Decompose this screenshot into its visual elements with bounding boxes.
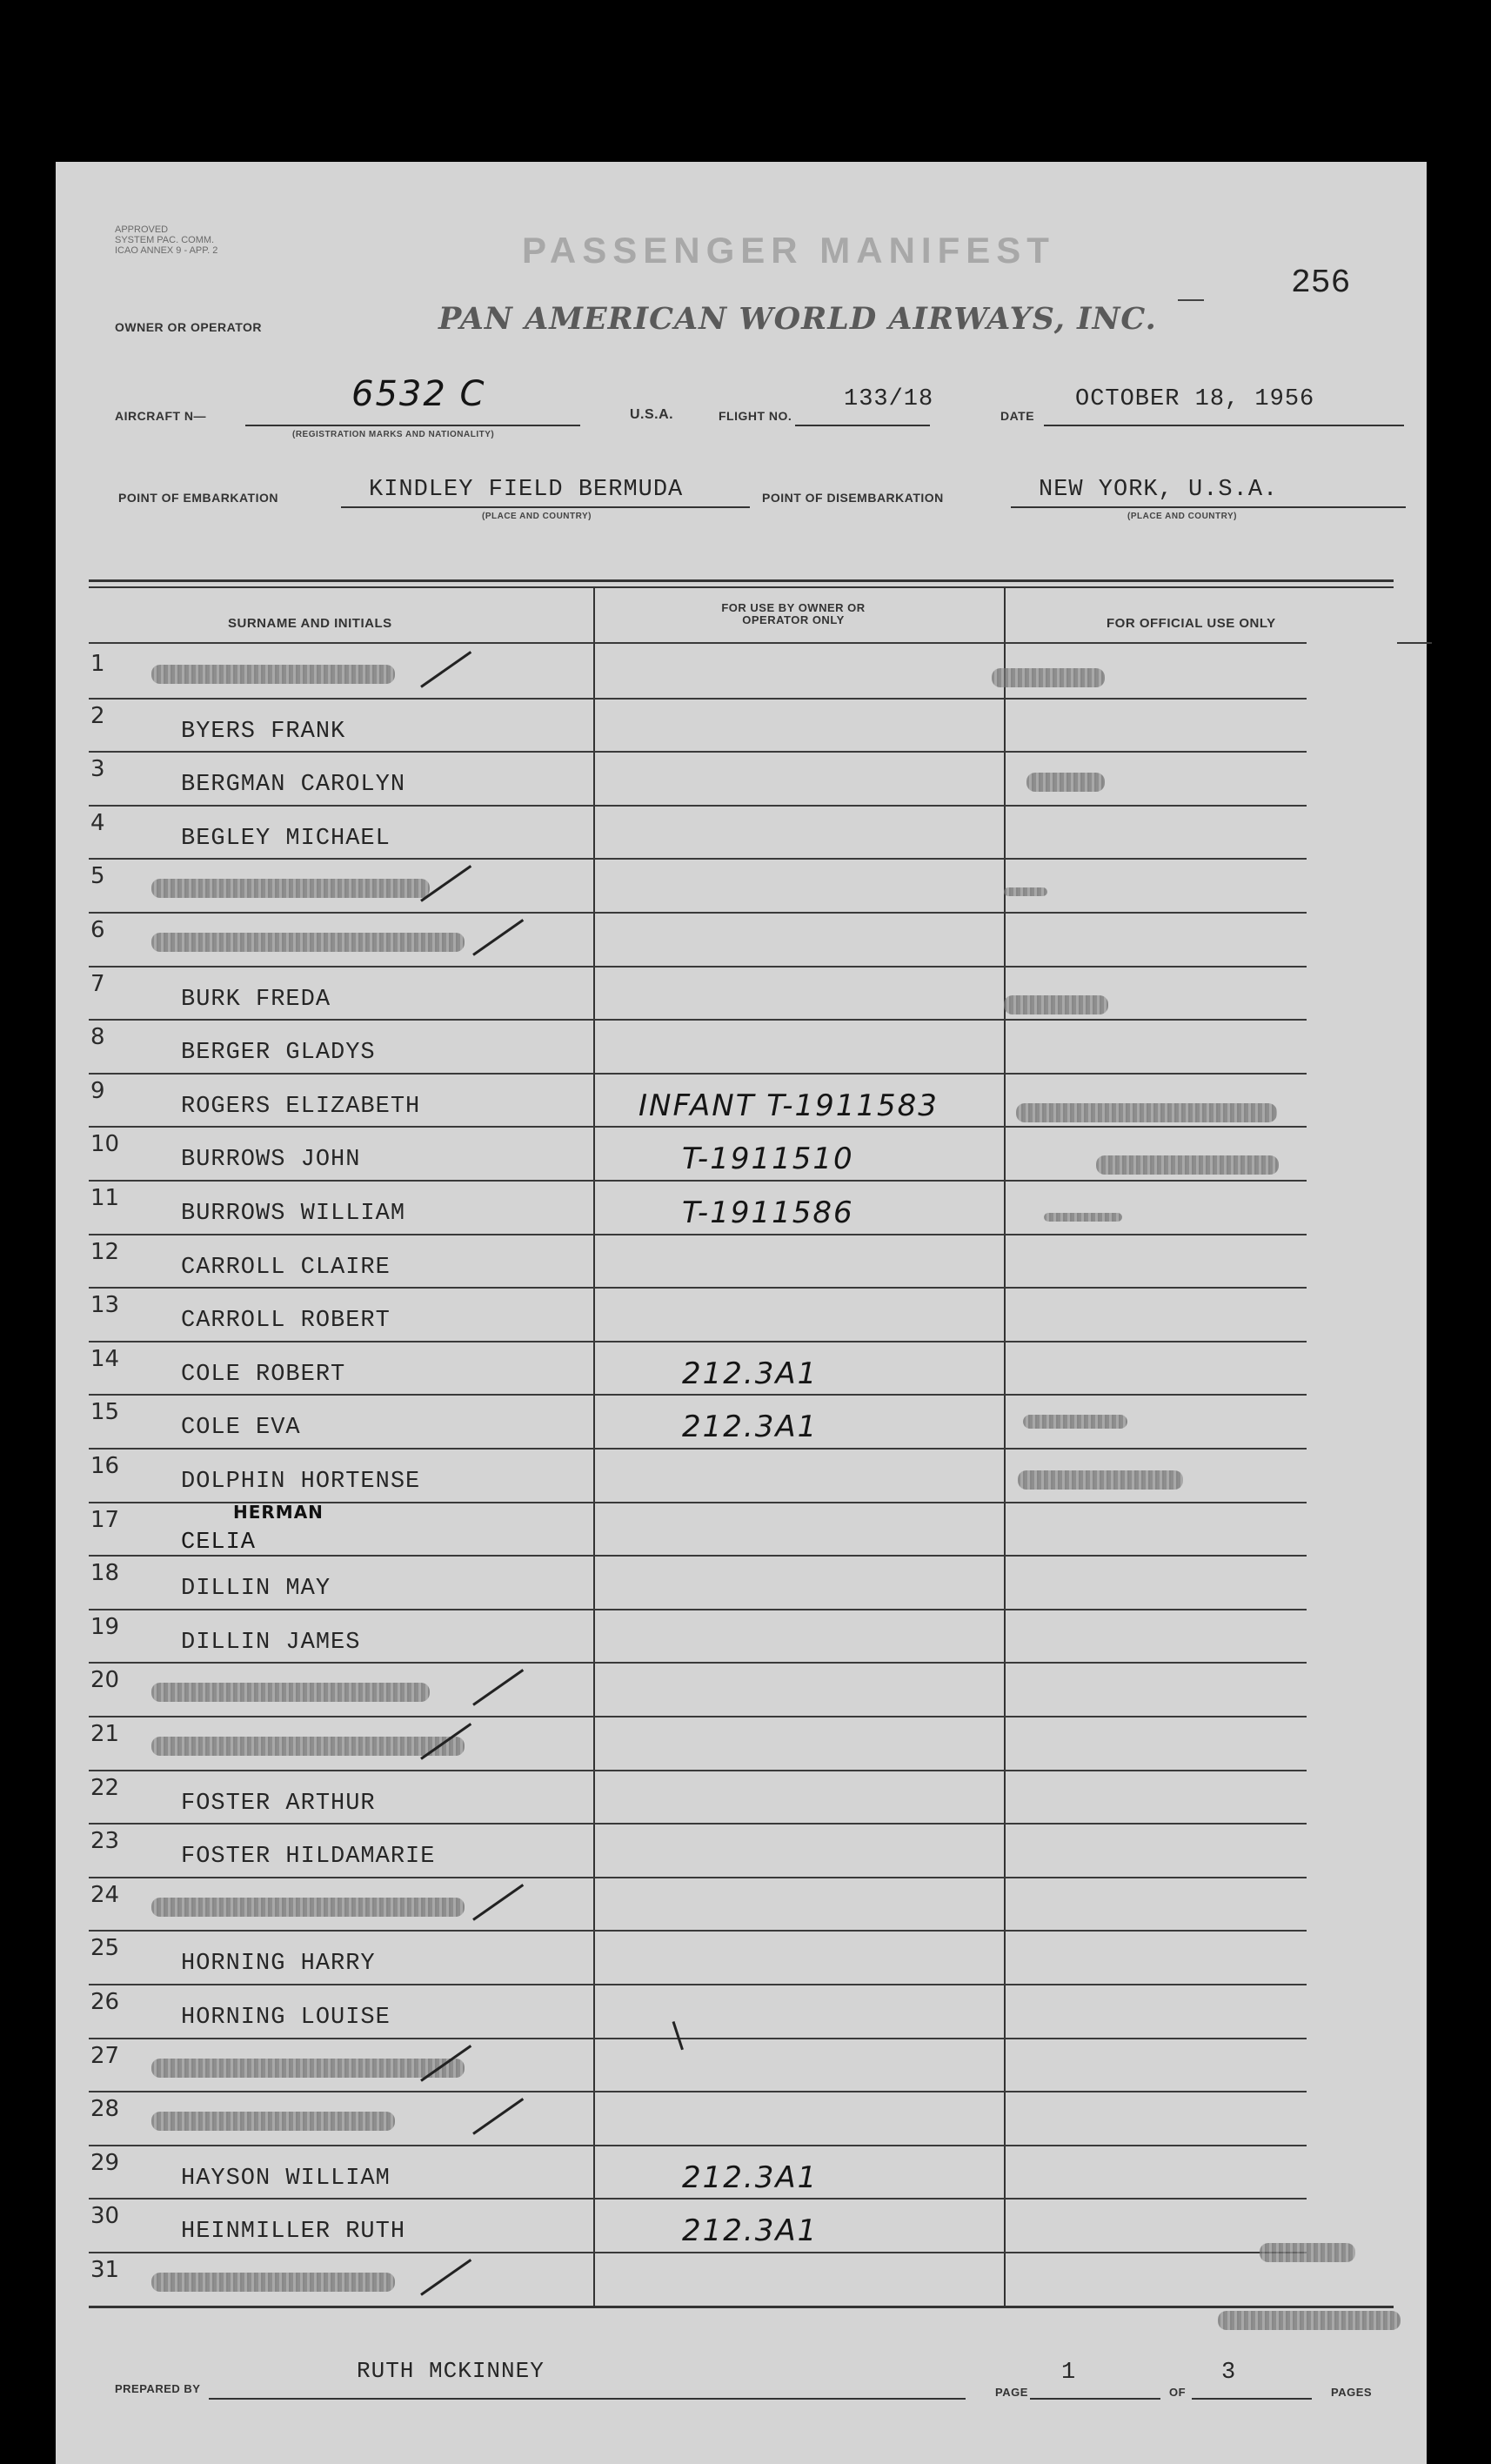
strike-mark xyxy=(472,2098,524,2135)
operator-note: 212.3A1 xyxy=(682,2159,819,2195)
embark-value: KINDLEY FIELD BERMUDA xyxy=(369,477,684,503)
row-number: 7 xyxy=(90,970,105,997)
table-row xyxy=(56,2039,1427,2093)
passenger-name: DOLPHIN HORTENSE xyxy=(181,1469,421,1495)
approval-line-2: SYSTEM PAC. COMM. xyxy=(115,235,215,245)
row-number: 31 xyxy=(90,2257,120,2283)
table-row xyxy=(56,700,1427,753)
row-number: 6 xyxy=(90,917,105,943)
table-row xyxy=(56,807,1427,860)
redacted-name xyxy=(151,1737,465,1756)
table-row xyxy=(56,1610,1427,1664)
flight-label: FLIGHT NO. xyxy=(719,409,792,423)
embark-label: POINT OF EMBARKATION xyxy=(118,491,278,505)
table-row xyxy=(56,968,1427,1021)
operator-note: 212.3A1 xyxy=(682,1356,819,1391)
row-number: 22 xyxy=(90,1774,120,1801)
table-top-rule-2 xyxy=(89,586,1394,588)
official-smudge xyxy=(1044,1213,1122,1222)
operator-name: PAN AMERICAN WORLD AIRWAYS, INC. xyxy=(438,301,1157,337)
header-bottom-rule xyxy=(89,642,1307,644)
dash-mark xyxy=(1178,299,1204,301)
official-smudge xyxy=(1016,1103,1277,1122)
redacted-name xyxy=(151,665,395,684)
table-row xyxy=(56,1878,1427,1932)
row-number: 9 xyxy=(90,1077,105,1104)
table-row xyxy=(56,860,1427,914)
row-number: 16 xyxy=(90,1453,120,1479)
owner-label: OWNER OR OPERATOR xyxy=(115,320,262,334)
passenger-name: COLE EVA xyxy=(181,1415,301,1442)
table-row xyxy=(56,1932,1427,1985)
redacted-name xyxy=(151,933,465,952)
redacted-name xyxy=(151,1898,465,1917)
row-number: 19 xyxy=(90,1613,120,1640)
form-title: PASSENGER MANIFEST xyxy=(522,230,1055,271)
table-row xyxy=(56,1450,1427,1503)
embark-underline xyxy=(341,506,750,508)
row-number: 3 xyxy=(90,756,105,783)
approval-line-1: APPROVED xyxy=(115,224,169,235)
passenger-name: ROGERS ELIZABETH xyxy=(181,1093,421,1120)
strike-mark xyxy=(420,2259,471,2296)
table-bottom-rule xyxy=(89,2306,1394,2308)
official-smudge xyxy=(1004,887,1047,896)
table-row xyxy=(56,1985,1427,2039)
passenger-name: BURK FREDA xyxy=(181,986,331,1013)
row-number: 23 xyxy=(90,1828,120,1855)
registration-note: (REGISTRATION MARKS AND NATIONALITY) xyxy=(292,430,495,439)
date-value: OCTOBER 18, 1956 xyxy=(1075,386,1315,412)
official-smudge xyxy=(1004,995,1108,1014)
prepared-underline xyxy=(209,2398,966,2400)
flight-underline xyxy=(795,425,930,426)
passenger-name: BURROWS WILLIAM xyxy=(181,1201,406,1227)
table-row xyxy=(56,1342,1427,1396)
table-row xyxy=(56,2092,1427,2146)
aircraft-value: 6532 C xyxy=(351,374,486,414)
table-row xyxy=(56,1825,1427,1878)
disembark-value: NEW YORK, U.S.A. xyxy=(1039,477,1279,503)
row-number: 10 xyxy=(90,1131,120,1158)
strike-mark xyxy=(472,1670,524,1707)
official-smudge xyxy=(1260,2243,1355,2262)
page-label: PAGE xyxy=(995,2386,1028,2399)
header-edge-mark xyxy=(1397,642,1432,644)
row-number: 25 xyxy=(90,1935,120,1962)
table-row xyxy=(56,1021,1427,1075)
row-number: 20 xyxy=(90,1667,120,1694)
strike-mark xyxy=(420,651,471,688)
approval-line-3: ICAO ANNEX 9 - APP. 2 xyxy=(115,245,218,256)
page-number: 256 xyxy=(1291,264,1351,302)
passenger-name: COLE ROBERT xyxy=(181,1361,346,1388)
row-number: 14 xyxy=(90,1345,120,1372)
passenger-name: CARROLL CLAIRE xyxy=(181,1254,391,1281)
disembark-underline xyxy=(1011,506,1406,508)
row-number: 15 xyxy=(90,1399,120,1426)
strike-mark xyxy=(472,919,524,956)
usa-label: U.S.A. xyxy=(630,407,674,422)
page-value: 1 xyxy=(1061,2360,1077,2386)
col-header-official: FOR OFFICIAL USE ONLY xyxy=(1107,616,1276,631)
table-row xyxy=(56,1235,1427,1289)
disembark-note: (PLACE AND COUNTRY) xyxy=(1127,512,1237,521)
aircraft-label: AIRCRAFT N— xyxy=(115,409,207,423)
passenger-name: HEINMILLER RUTH xyxy=(181,2219,406,2246)
col-header-surname: SURNAME AND INITIALS xyxy=(228,616,392,631)
of-label: OF xyxy=(1169,2386,1187,2399)
row-number: 18 xyxy=(90,1560,120,1587)
row-number: 12 xyxy=(90,1238,120,1265)
col-header-owner: FOR USE BY OWNER OR OPERATOR ONLY xyxy=(721,601,866,626)
table-row xyxy=(56,1771,1427,1825)
redacted-name xyxy=(151,2112,395,2131)
row-number: 8 xyxy=(90,1024,105,1051)
row-number: 29 xyxy=(90,2149,120,2176)
redacted-name xyxy=(151,1683,430,1702)
passenger-name: BERGMAN CAROLYN xyxy=(181,772,406,799)
table-top-rule xyxy=(89,579,1394,582)
operator-note: 212.3A1 xyxy=(682,2213,819,2249)
table-row xyxy=(56,1289,1427,1342)
strike-mark xyxy=(472,1884,524,1921)
official-smudge xyxy=(1018,1470,1183,1490)
passenger-name: BURROWS JOHN xyxy=(181,1147,361,1174)
table-row xyxy=(56,1717,1427,1771)
row-number: 5 xyxy=(90,863,105,890)
pages-label: PAGES xyxy=(1331,2386,1373,2399)
of-underline xyxy=(1192,2398,1312,2400)
row-number: 4 xyxy=(90,809,105,836)
passenger-name: CARROLL ROBERT xyxy=(181,1308,391,1335)
passenger-name: DILLIN JAMES xyxy=(181,1629,361,1656)
passenger-name-struck: CELIA xyxy=(181,1529,257,1556)
row-number: 17 xyxy=(90,1506,120,1533)
table-row xyxy=(56,646,1427,700)
manifest-sheet xyxy=(56,162,1427,2464)
table-row xyxy=(56,2200,1427,2253)
operator-note: INFANT T-1911583 xyxy=(639,1088,939,1123)
operator-note: T-1911586 xyxy=(682,1195,854,1230)
passenger-name: HORNING LOUISE xyxy=(181,2005,391,2031)
passenger-name: HAYSON WILLIAM xyxy=(181,2165,391,2192)
table-row xyxy=(56,1664,1427,1717)
row-number: 27 xyxy=(90,2042,120,2069)
table-row xyxy=(56,1557,1427,1610)
table-row xyxy=(56,1396,1427,1450)
embark-note: (PLACE AND COUNTRY) xyxy=(482,512,592,521)
prepared-value: RUTH MCKINNEY xyxy=(357,2358,545,2384)
aircraft-underline xyxy=(245,425,580,426)
official-smudge xyxy=(992,668,1105,687)
official-smudge xyxy=(1023,1415,1127,1429)
passenger-name: BYERS FRANK xyxy=(181,718,346,745)
table-row xyxy=(56,2146,1427,2200)
date-label: DATE xyxy=(1000,409,1035,423)
of-value: 3 xyxy=(1221,2360,1237,2386)
date-underline xyxy=(1044,425,1404,426)
passenger-name: HORNING HARRY xyxy=(181,1951,376,1978)
redacted-name xyxy=(151,2273,395,2292)
row-number: 13 xyxy=(90,1292,120,1319)
official-smudge xyxy=(1218,2311,1401,2330)
passenger-name: BERGER GLADYS xyxy=(181,1040,376,1067)
flight-value: 133/18 xyxy=(844,386,934,412)
passenger-name: FOSTER HILDAMARIE xyxy=(181,1844,436,1871)
row-number: 28 xyxy=(90,2096,120,2123)
page-underline xyxy=(1030,2398,1160,2400)
row-number: 30 xyxy=(90,2203,120,2230)
table-row xyxy=(56,753,1427,807)
table-row xyxy=(56,2253,1427,2307)
prepared-label: PREPARED BY xyxy=(115,2382,201,2395)
operator-note: T-1911510 xyxy=(682,1142,854,1177)
row-number: 24 xyxy=(90,1881,120,1908)
official-smudge xyxy=(1026,773,1105,792)
passenger-name: DILLIN MAY xyxy=(181,1576,331,1603)
operator-note: 212.3A1 xyxy=(682,1409,819,1445)
row-number: 21 xyxy=(90,1721,120,1747)
disembark-label: POINT OF DISEMBARKATION xyxy=(762,491,944,505)
table-row xyxy=(56,914,1427,968)
redacted-name xyxy=(151,2059,465,2078)
passenger-name: BEGLEY MICHAEL xyxy=(181,825,391,852)
row-number: 1 xyxy=(90,651,105,677)
handwritten-correction-herman: HERMAN xyxy=(233,1502,324,1523)
redacted-name xyxy=(151,879,430,898)
table-row xyxy=(56,1182,1427,1235)
passenger-name: FOSTER ARTHUR xyxy=(181,1790,376,1817)
row-number: 2 xyxy=(90,702,105,729)
row-number: 26 xyxy=(90,1989,120,2015)
row-number: 11 xyxy=(90,1185,120,1211)
official-smudge xyxy=(1096,1155,1279,1175)
